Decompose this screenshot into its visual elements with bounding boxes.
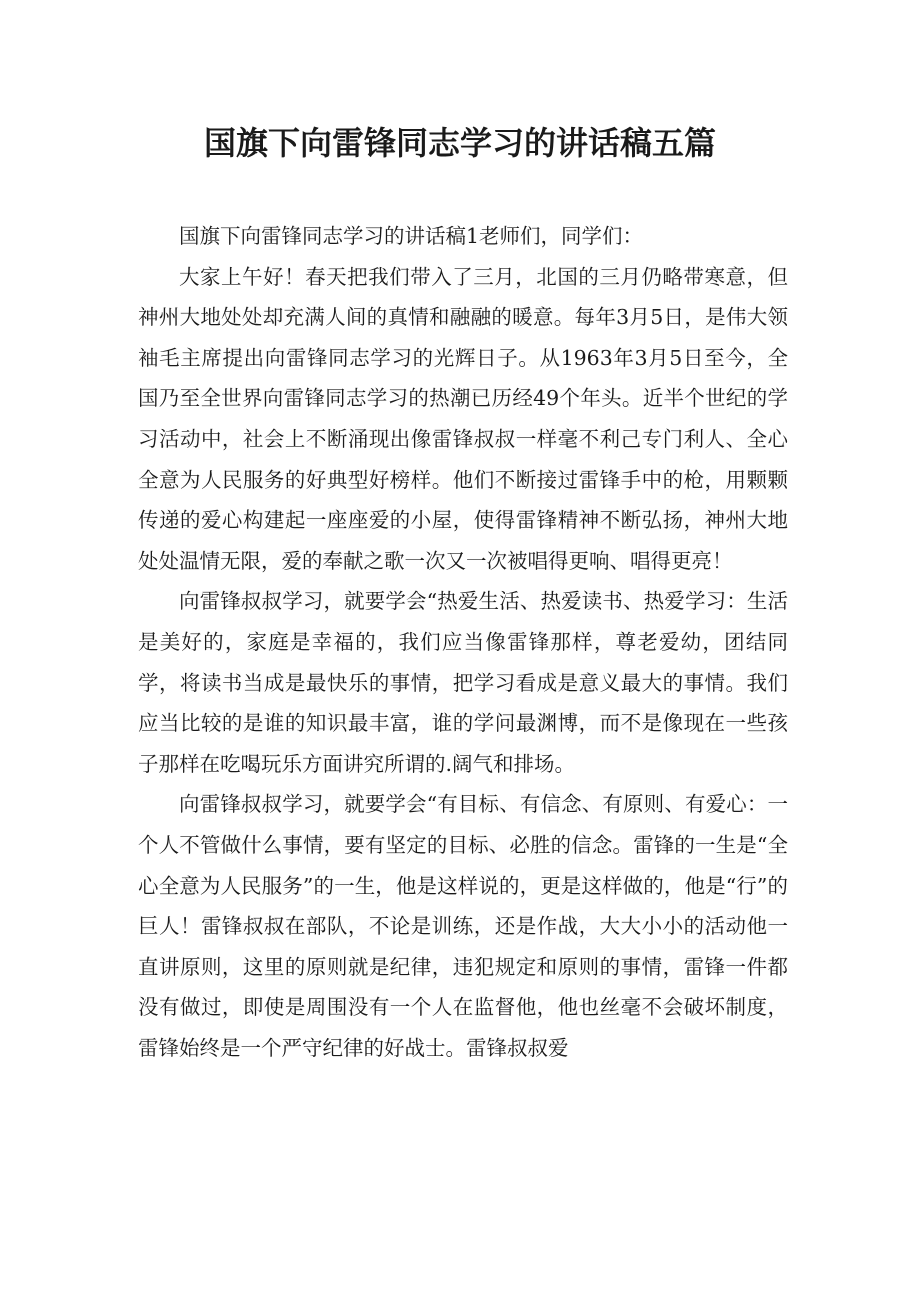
paragraph-greeting: 大家上午好！春天把我们带入了三月，北国的三月仍略带寒意，但神州大地处处却充满人间的真情和融融的暖意。每年3月5日，是伟大领袖毛主席提出向雷锋同志学习的光辉日子。从1963年3月5日至今，全国乃至全世界向雷锋同志学习的热潮已历经49个年头。近半个世纪的学习活动中，社会上不断涌现出像雷锋叔叔一样毫不利己专门利人、全心全意为人民服务的好典型好榜样。他们不断接过雷锋手中的枪，用颗颗传递的爱心构建起一座座爱的小屋，使得雷锋精神不断弘扬，神州大地处处温情无限，爱的奉献之歌一次又一次被唱得更响、唱得更亮！ [138,264,788,573]
paragraph-love-life: 向雷锋叔叔学习，就要学会“热爱生活、热爱读书、热爱学习：生活是美好的，家庭是幸福的，我们应当像雷锋那样，尊老爱幼，团结同学，将读书当成是最快乐的事情，把学习看成是意义最大的事情。我们应当比较的是谁的知识最丰富，谁的学问最渊博，而不是像现在一些孩子那样在吃喝玩乐方面讲究所谓的.阔气和排场。 [138,589,788,776]
document-body [138,216,788,1068]
paragraph-goals: 向雷锋叔叔学习，就要学会“有目标、有信念、有原则、有爱心：一个人不管做什么事情，要有坚定的目标、必胜的信念。雷锋的一生是“全心全意为人民服务”的一生，他是这样说的，更是这样做的，他是“行”的巨人！雷锋叔叔在部队，不论是训练，还是作战，大大小小的活动他一直讲原则，这里的原则就是纪律，违犯规定和原则的事情，雷锋一件都没有做过，即使是周围没有一个人在监督他，他也丝毫不会破坏制度，雷锋始终是一个严守纪律的好战士。雷锋叔叔爱 [138,792,788,1060]
paragraph-intro: 国旗下向雷锋同志学习的讲话稿1老师们，同学们： [179,224,644,248]
document-title: 国旗下向雷锋同志学习的讲话稿五篇 [203,124,716,162]
